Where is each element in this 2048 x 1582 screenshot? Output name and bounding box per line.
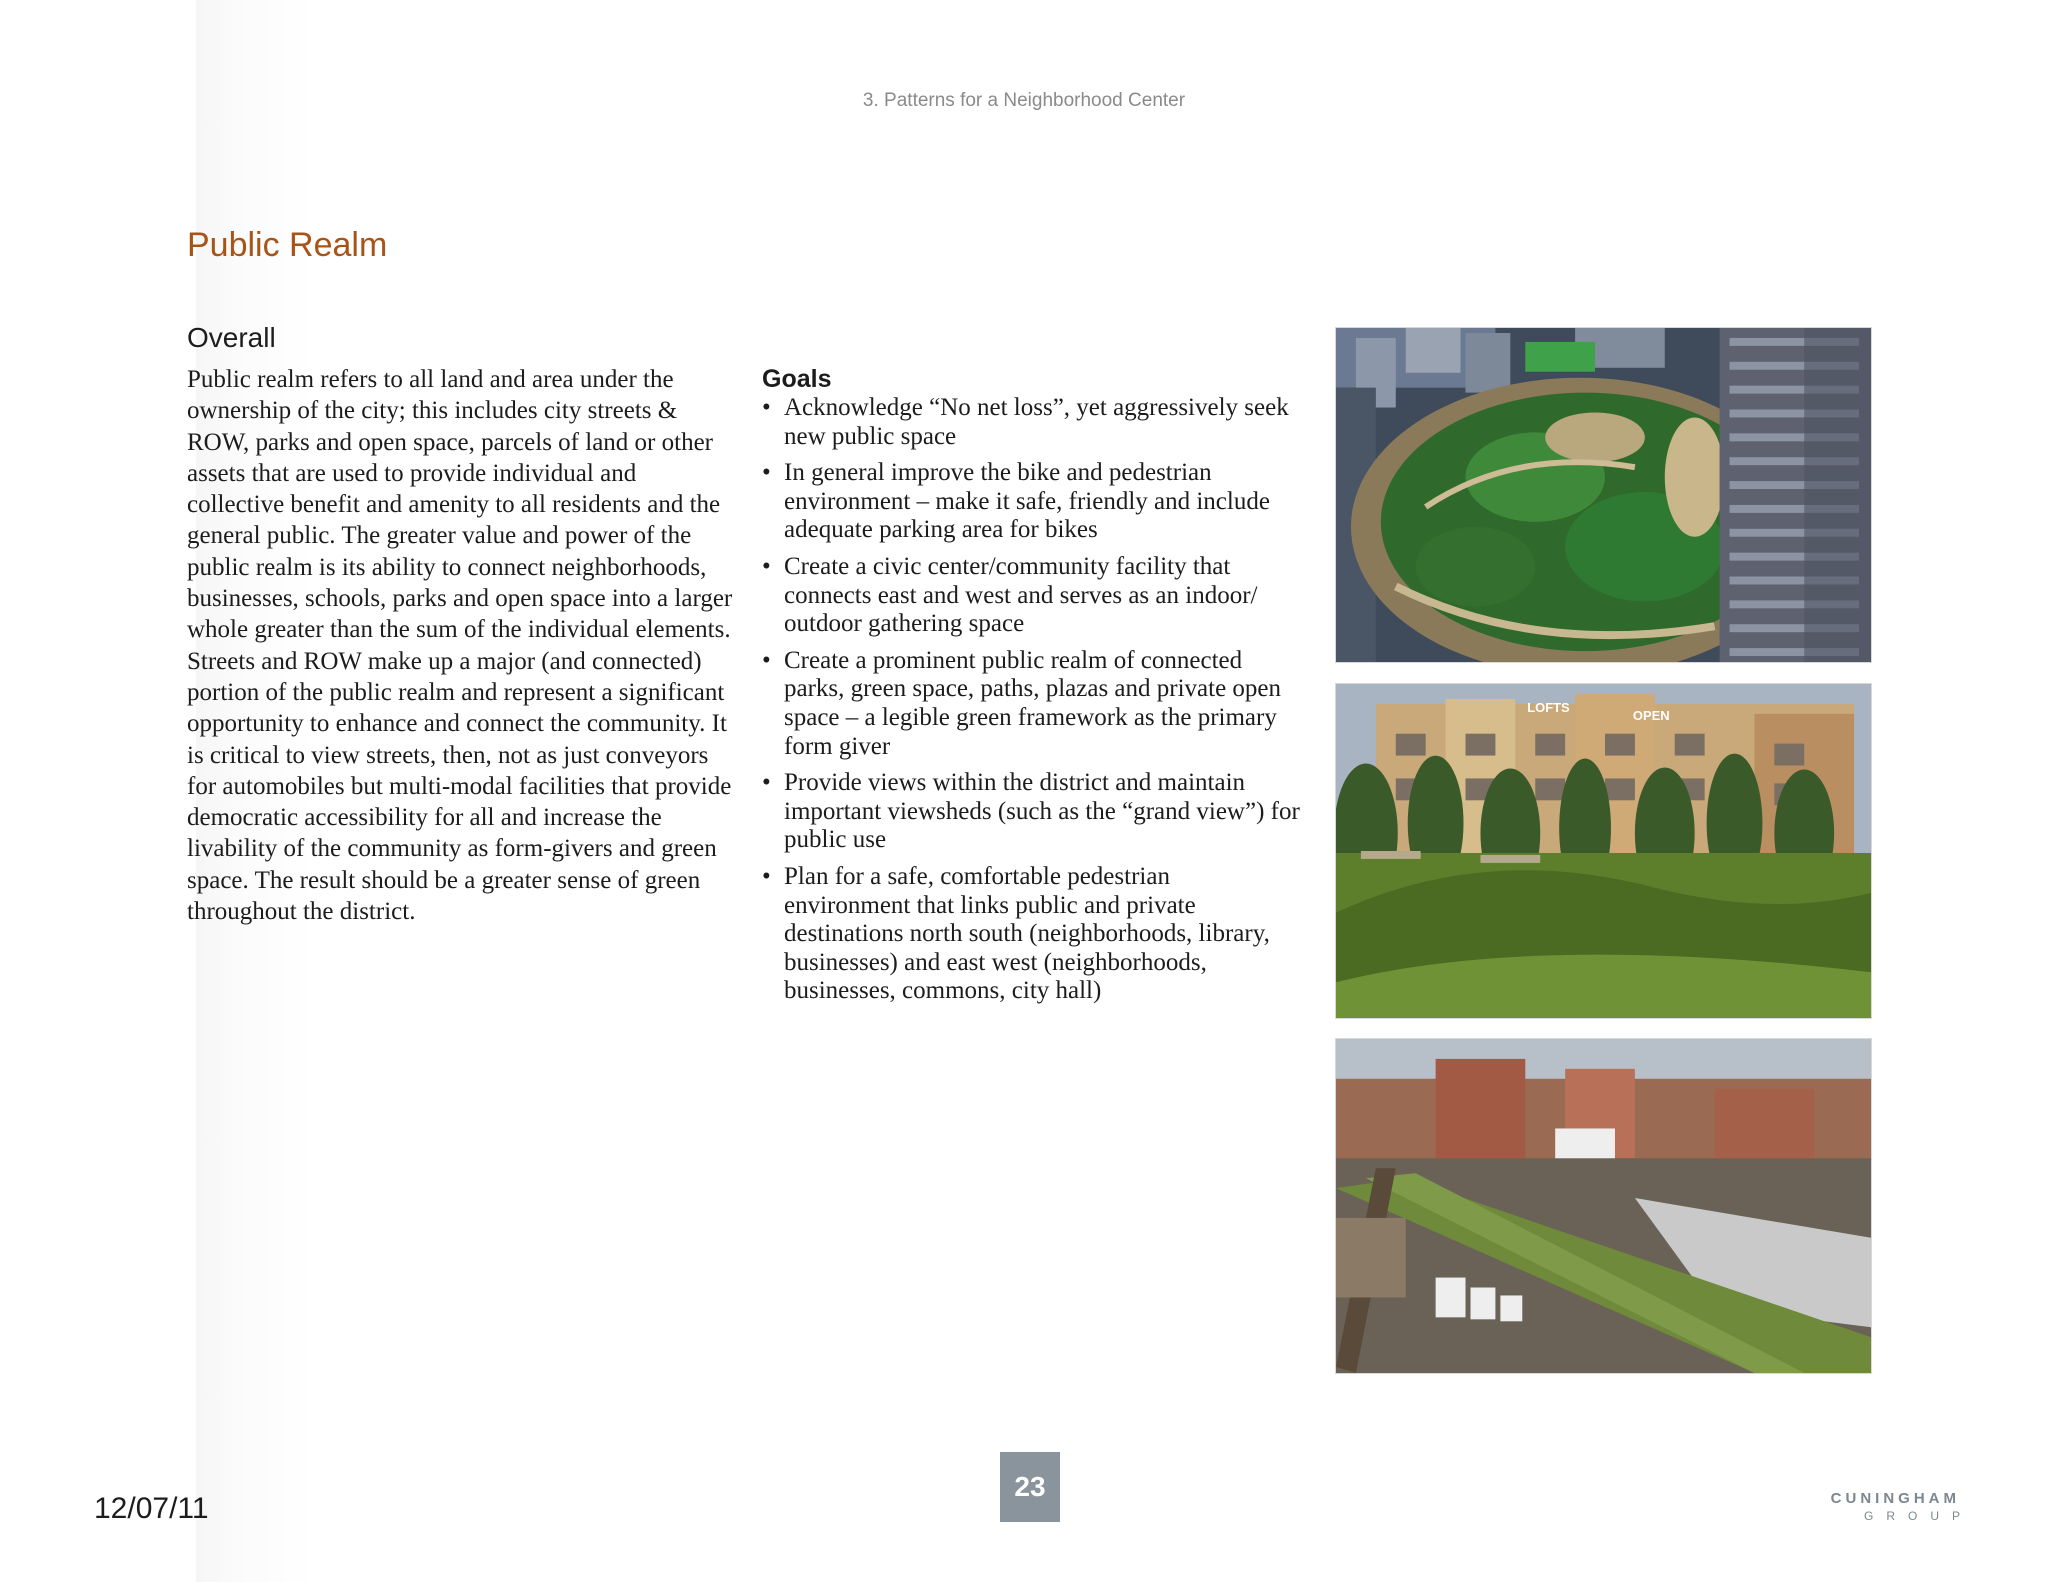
goal-text: Create a civic center/community facility that connects east and west and serves as an indoor/ outdoor gathering space: [784, 552, 1258, 638]
photo-elevated-park: [1335, 1038, 1872, 1374]
goal-item: [762, 553, 1302, 639]
goal-item: [762, 769, 1302, 855]
goal-text: Provide views within the district and maintain important viewsheds (such as the “grand view”) for public use: [784, 769, 1300, 854]
goal-text: Create a prominent public realm of connected parks, green space, paths, plazas and private open space – a legible green framework as the primary form giver: [784, 646, 1282, 760]
goals-column: [762, 364, 1302, 1014]
goal-text: Acknowledge “No net loss”, yet aggressively seek new public space: [784, 394, 1289, 450]
goal-item: [762, 394, 1302, 451]
section-title: Public Realm: [187, 226, 388, 264]
bullet-icon: •: [762, 769, 771, 797]
logo-sub: GROUP: [1863, 1509, 1973, 1523]
date: 12/07/11: [94, 1492, 209, 1525]
photo-rooftop-garden: [1335, 327, 1872, 663]
overall-paragraph: Public realm refers to all land and area under the ownership of the city; this includes city streets & ROW, parks and open space, parcels of land or other assets that are used to provide individual and collective benefit and amenity to all residents and the general public. The greater value and power of the public realm is its ability to connect neighborhoods, businesses, schools, parks and open space into a larger whole greater than the sum of the individual elements. Streets and ROW make up a major (and connected) portion of the public realm and represent a significant opportunity to enhance and connect the community. It is critical to view streets, then, not as just conveyors for automobiles but multi-modal facilities that provide democratic accessibility for all and increase the livability of the community as form-givers and green space. The result should be a greater sense of green throughout the district.: [187, 366, 733, 926]
company-logo: [1820, 1490, 1973, 1523]
bullet-icon: •: [762, 646, 771, 674]
bullet-icon: •: [762, 862, 771, 890]
goal-text: Plan for a safe, comfortable pedestrian environment that links public and private destinations north south (neighborhoods, library, businesses) and east west (neighborhoods, businesses, commons, city hall): [784, 862, 1270, 1005]
open-sign: OPEN: [1632, 707, 1670, 723]
bullet-icon: •: [762, 394, 771, 421]
goals-heading: Goals: [762, 365, 832, 393]
goal-text: In general improve the bike and pedestrian environment – make it safe, friendly and include adequate parking area for bikes: [784, 459, 1270, 544]
bullet-icon: •: [762, 459, 771, 487]
running-header: 3. Patterns for a Neighborhood Center: [862, 90, 1186, 111]
bullet-icon: •: [762, 552, 771, 580]
goal-item: [762, 459, 1302, 545]
photo-lofts-lawn: [1335, 683, 1872, 1019]
lofts-sign: LOFTS: [1527, 699, 1570, 715]
overall-heading: Overall: [187, 322, 276, 353]
goal-item: [762, 647, 1302, 761]
page-number: 23: [1000, 1452, 1060, 1522]
goals-list: [762, 394, 1302, 1006]
logo-word: CUNINGHAM: [1830, 1490, 1960, 1507]
goal-item: [762, 863, 1302, 1006]
